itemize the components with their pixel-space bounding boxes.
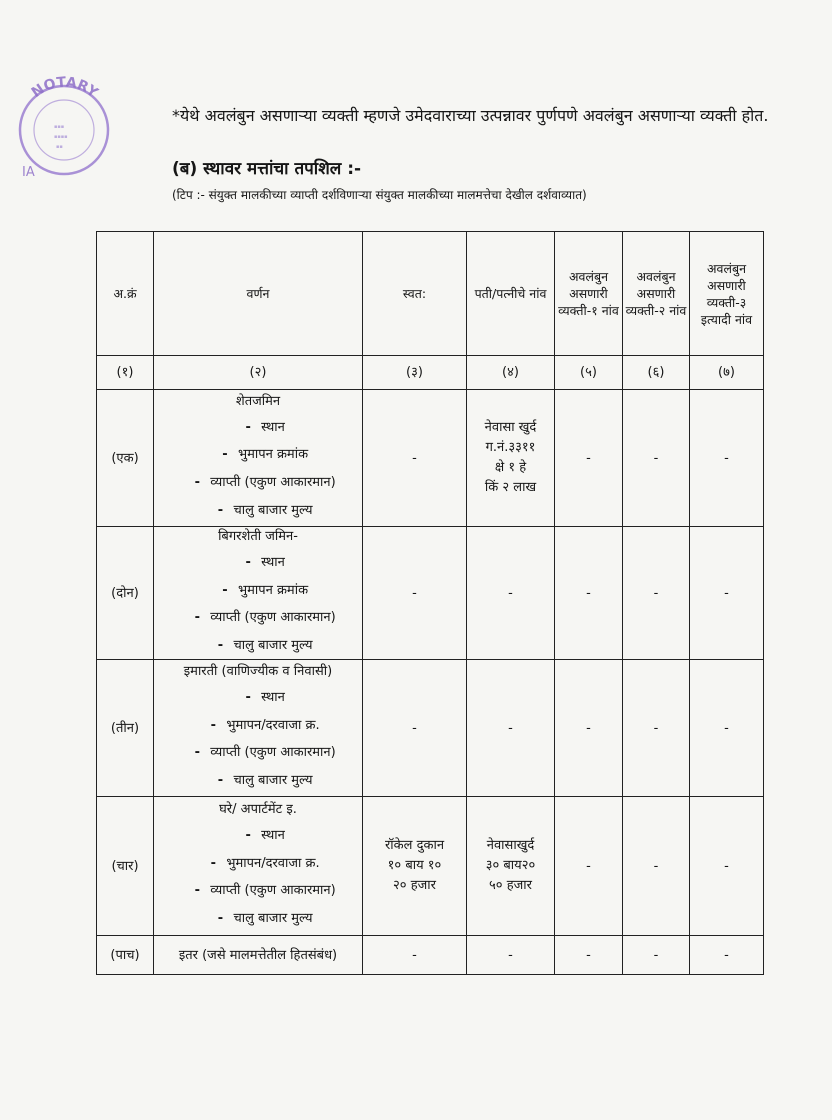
list-item: - व्याप्ती (एकुण आकारमान) <box>194 745 336 761</box>
row-title: घरे/ अपार्टमेंट इ. <box>219 802 297 818</box>
list-item: - चालु बाजार मुल्य <box>217 637 313 653</box>
list-item: - व्याप्ती (एकुण आकारमान) <box>194 475 336 490</box>
immovable-assets-table <box>96 231 764 975</box>
list-item: - चालु बाजार मुल्य <box>217 910 313 926</box>
list-item: - व्याप्ती (एकुण आकारमान) <box>194 610 336 626</box>
row-title: इमारती (वाणिज्यीक व निवासी) <box>183 664 333 680</box>
row-dependent-1: - <box>555 660 623 797</box>
header-spouse: पती/पत्नीचे नांव <box>467 232 555 356</box>
header-description: वर्णन <box>154 232 363 356</box>
section-heading: (ब) स्थावर मत्तांचा तपशिल :- <box>172 159 362 179</box>
header-dependent-3: अवलंबुन असणारी व्यक्ती-३ इत्यादी नांव <box>690 232 764 356</box>
row-sr: (पाच) <box>97 936 154 975</box>
list-item: - भुमापन क्रमांक <box>222 582 309 598</box>
row-dependent-1: - <box>555 527 623 660</box>
tip-note: (टिप :- संयुक्त मालकीच्या व्याप्ती दर्शविणाऱ्या संयुक्त मालकीच्या मालमत्तेचा देखील दर्शवाव्यात) <box>172 188 587 202</box>
table-row <box>97 390 764 527</box>
col-number: (२) <box>154 356 363 390</box>
list-item: - स्थान <box>245 690 285 706</box>
row-description <box>154 527 363 660</box>
row-dependent-3: - <box>690 390 764 527</box>
cell-line: ग.नं.३३११ <box>485 440 536 455</box>
row-title: इतर (जसे मालमत्तेतील हितसंबंध) <box>178 947 338 963</box>
row-spouse: - <box>467 527 555 660</box>
list-item: - व्याप्ती (एकुण आकारमान) <box>194 883 336 899</box>
header-dependent-2: अवलंबुन असणारी व्यक्ती-२ नांव <box>623 232 690 356</box>
svg-text:▪▪▪: ▪▪▪ <box>54 124 65 130</box>
list-item: - भुमापन/दरवाजा क्र. <box>210 855 320 871</box>
svg-text:IA: IA <box>22 165 35 176</box>
row-self <box>363 797 467 936</box>
row-dependent-2: - <box>623 527 690 660</box>
row-spouse <box>467 390 555 527</box>
cell-line: नेवासाखुर्द <box>486 838 535 854</box>
col-number: (६) <box>623 356 690 390</box>
col-number: (४) <box>467 356 555 390</box>
col-number: (३) <box>363 356 467 390</box>
row-spouse: - <box>467 936 555 975</box>
row-description <box>154 660 363 797</box>
row-dependent-1: - <box>555 390 623 527</box>
header-sr: अ.क्रं <box>97 232 154 356</box>
row-self: - <box>363 936 467 975</box>
table-row <box>97 527 764 660</box>
cell-line: नेवासा खुर्द <box>484 420 537 435</box>
list-item: - भुमापन/दरवाजा क्र. <box>210 717 320 733</box>
row-sr: (तीन) <box>97 660 154 797</box>
header-row <box>97 232 764 356</box>
row-dependent-2: - <box>623 390 690 527</box>
col-number: (१) <box>97 356 154 390</box>
row-dependent-1: - <box>555 936 623 975</box>
svg-text:NOTARY: NOTARY <box>28 74 101 102</box>
row-dependent-3: - <box>690 797 764 936</box>
cell-line: २० हजार <box>393 878 436 894</box>
row-sr: (चार) <box>97 797 154 936</box>
row-dependent-1: - <box>555 797 623 936</box>
cell-line: ५० हजार <box>489 878 532 894</box>
row-dependent-3: - <box>690 527 764 660</box>
row-dependent-2: - <box>623 797 690 936</box>
row-self: - <box>363 527 467 660</box>
row-self: - <box>363 660 467 797</box>
row-description <box>154 390 363 527</box>
row-spouse: - <box>467 660 555 797</box>
row-title: बिगरशेती जमिन- <box>218 529 298 544</box>
svg-text:▪▪▪▪: ▪▪▪▪ <box>54 134 68 140</box>
header-dependent-1: अवलंबुन असणारी व्यक्ती-१ नांव <box>555 232 623 356</box>
row-spouse <box>467 797 555 936</box>
list-item: - स्थान <box>245 828 285 844</box>
row-sr: (दोन) <box>97 527 154 660</box>
svg-text:▪▪: ▪▪ <box>56 144 63 150</box>
list-item: - चालु बाजार मुल्य <box>217 772 313 788</box>
row-dependent-3: - <box>690 660 764 797</box>
row-title: शेतजमिन <box>235 393 281 409</box>
col-number: (७) <box>690 356 764 390</box>
list-item: - स्थान <box>245 555 285 570</box>
column-number-row <box>97 356 764 390</box>
header-self: स्वत: <box>363 232 467 356</box>
list-item: - भुमापन क्रमांक <box>222 447 309 463</box>
col-number: (५) <box>555 356 623 390</box>
row-dependent-2: - <box>623 936 690 975</box>
list-item: - चालु बाजार मुल्य <box>217 502 313 518</box>
row-sr: (एक) <box>97 390 154 527</box>
dependent-note: *येथे अवलंबुन असणाऱ्या व्यक्ती म्हणजे उमेदवाराच्या उत्पन्नावर पुर्णपणे अवलंबुन असणाऱ्या व्यक्ती होत. <box>172 106 769 125</box>
row-dependent-3: - <box>690 936 764 975</box>
row-dependent-2: - <box>623 660 690 797</box>
row-description <box>154 797 363 936</box>
table-row <box>97 660 764 797</box>
row-self: - <box>363 390 467 527</box>
cell-line: क्षे १ हे <box>494 460 527 475</box>
row-description <box>154 936 363 975</box>
cell-line: ३० बाय२० <box>485 858 536 874</box>
notary-stamp <box>14 58 114 176</box>
table-row <box>97 797 764 936</box>
table-row <box>97 936 764 975</box>
list-item: - स्थान <box>245 419 285 435</box>
cell-line: किं २ लाख <box>484 480 537 495</box>
cell-line: १० बाय १० <box>387 858 442 874</box>
cell-line: रॉकेल दुकान <box>384 838 445 854</box>
